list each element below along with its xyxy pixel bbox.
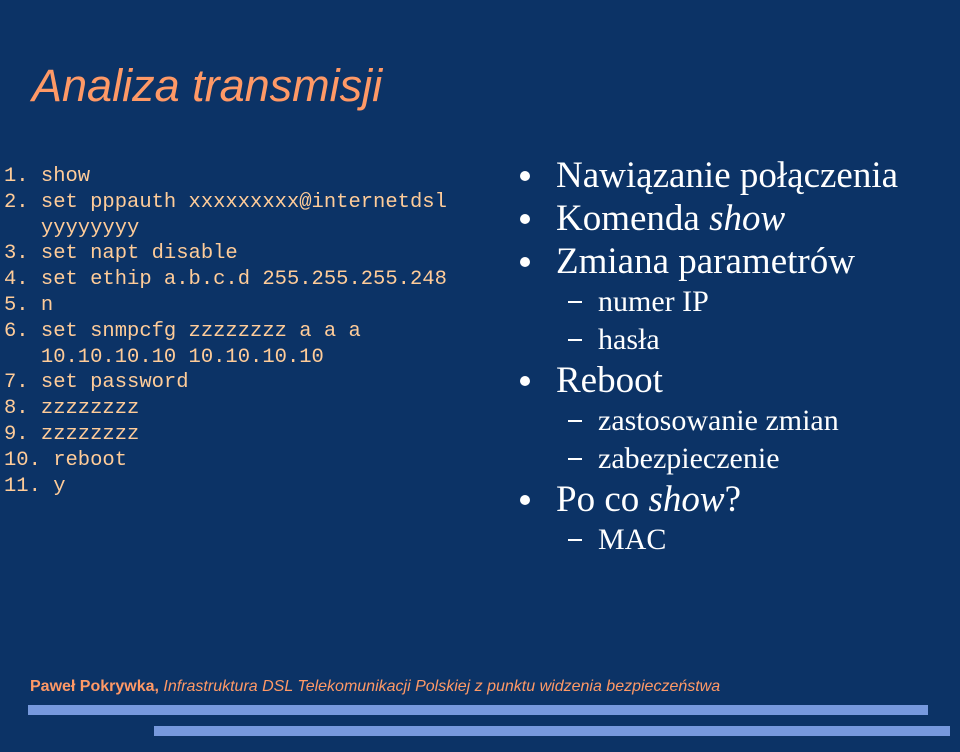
bullet-item [520, 154, 898, 197]
sub-bullet-item [520, 321, 898, 359]
dash-icon [568, 458, 582, 460]
bullet-text-prefix: Komenda [556, 198, 710, 239]
bullet-text-suffix: ? [724, 479, 742, 520]
footer-bar-top [28, 705, 928, 715]
dash-icon [568, 339, 582, 341]
bullet-text: Reboot [556, 360, 663, 401]
command-line: 5. n [4, 293, 54, 317]
command-line: 9. zzzzzzzz [4, 422, 140, 446]
dash-icon [568, 420, 582, 422]
command-line: 4. set ethip a.b.c.d 255.255.255.248 [4, 268, 447, 292]
bullet-text-prefix: Po co [556, 479, 649, 520]
bullet-text [556, 197, 785, 240]
sub-bullet-text: numer IP [598, 285, 709, 318]
sub-bullet-item [520, 521, 898, 559]
sub-bullet-text: MAC [598, 523, 667, 556]
command-line: 8. zzzzzzzz [4, 397, 140, 421]
slide-title: Analiza transmisji [32, 60, 383, 111]
bullet-item [520, 478, 898, 521]
command-line: 10. reboot [4, 448, 128, 472]
command-line: 11. y [4, 474, 66, 498]
sub-bullet-item [520, 402, 898, 440]
footer-title: Infrastruktura DSL Telekomunikacji Polskiej z punktu widzenia bezpieczeństwa [163, 678, 721, 695]
footer-bar-bottom [154, 726, 950, 736]
sub-bullet-item [520, 283, 898, 321]
bullet-dot-icon [520, 171, 530, 181]
command-line: yyyyyyyy [4, 216, 140, 240]
command-line: 3. set napt disable [4, 242, 238, 266]
sub-bullet-text: zastosowanie zmian [598, 404, 839, 437]
bullet-text: Nawiązanie połączenia [556, 155, 899, 196]
dash-icon [568, 301, 582, 303]
slide-footer [30, 678, 720, 696]
sub-bullet-text: zabezpieczenie [598, 442, 780, 475]
bullet-text-emphasis: show [709, 198, 786, 239]
bullet-dot-icon [520, 495, 530, 505]
command-line: 1. show [4, 165, 91, 188]
command-line: 2. set pppauth xxxxxxxxx@internetdsl [4, 190, 447, 214]
sub-bullet-item [520, 440, 898, 478]
command-line: 10.10.10.10 10.10.10.10 [4, 345, 324, 369]
bullet-text [556, 478, 741, 521]
bullet-text-emphasis: show [648, 479, 725, 520]
dash-icon [568, 539, 582, 541]
bullet-dot-icon [520, 214, 530, 224]
sub-bullet-text: hasła [598, 323, 660, 356]
command-line: 6. set snmpcfg zzzzzzzz a a a [4, 319, 361, 343]
command-line: 7. set password [4, 371, 189, 395]
command-list [4, 164, 447, 499]
bullet-item [520, 240, 898, 283]
footer-author: Paweł Pokrywka, [30, 678, 164, 695]
bullet-list [520, 154, 898, 559]
bullet-item [520, 359, 898, 402]
bullet-dot-icon [520, 376, 530, 386]
bullet-item [520, 197, 898, 240]
bullet-dot-icon [520, 257, 530, 267]
bullet-text: Zmiana parametrów [556, 241, 855, 282]
